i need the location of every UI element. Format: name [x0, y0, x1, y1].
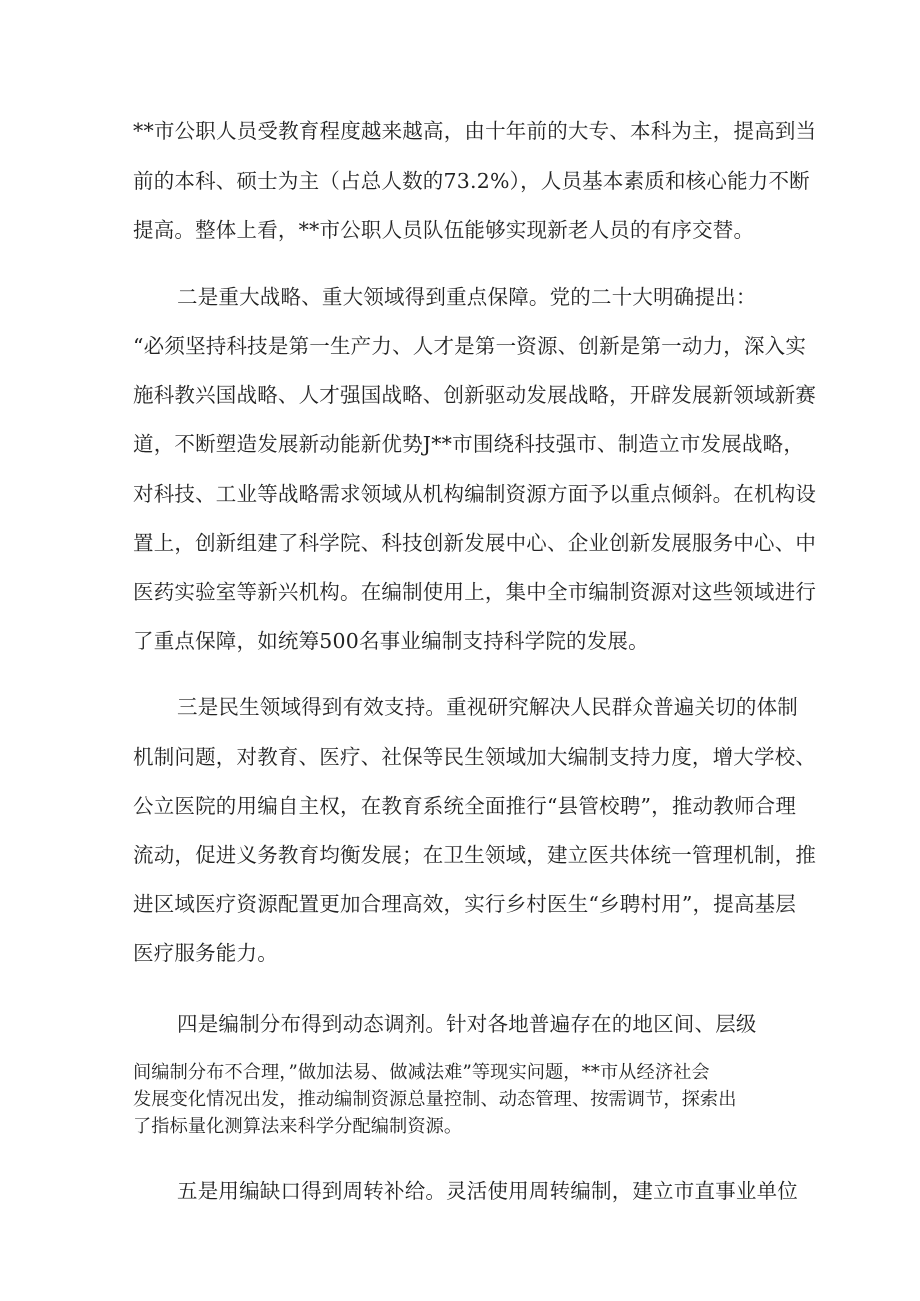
text-line: 进区域医疗资源配置更加合理高效，实行乡村医生“乡聘村用”，提高基层	[133, 892, 797, 916]
text-line: 三是民生领域得到有效支持。重视研究解决人民群众普遍关切的体制	[177, 695, 798, 719]
text-line: 施科教兴国战略、人才强国战略、创新驱动发展战略，开辟发展新领域新赛	[133, 383, 817, 407]
text-line: 置上，创新组建了科学院、科技创新发展中心、企业创新发展服务中心、中	[133, 531, 817, 555]
text-line: 二是重大战略、重大领域得到重点保障。党的二十大明确提出：	[177, 285, 757, 309]
text-line: 流动，促进义务教育均衡发展；在卫生领域，建立医共体统一管理机制，推	[133, 843, 817, 867]
text-line: 五是用编缺口得到周转补给。灵活使用周转编制，建立市直事业单位	[177, 1179, 798, 1203]
text-line: 了重点保障，如统筹500名事业编制支持科学院的发展。	[133, 629, 649, 653]
text-line: 机制问题，对教育、医疗、社保等民生领域加大编制支持力度，增大学校、	[133, 745, 817, 769]
text-line: 了指标量化测算法来科学分配编制资源。	[133, 1116, 463, 1137]
text-line: “必须坚持科技是第一生产力、人才是第一资源、创新是第一动力，深入实	[133, 334, 807, 358]
text-line: 医疗服务能力。	[133, 941, 278, 965]
text-line: 前的本科、硕士为主（占总人数的73.2%），人员基本素质和核心能力不断	[133, 169, 810, 193]
text-line: **市公职人员受教育程度越来越高，由十年前的大专、本科为主，提高到当	[133, 119, 817, 143]
text-line: 间编制分布不合理，”做加法易、做减法难”等现实问题，**市从经济社会	[133, 1062, 710, 1083]
text-line: 发展变化情况出发，推动编制资源总量控制、动态管理、按需调节，探索出	[133, 1089, 737, 1110]
text-line: 四是编制分布得到动态调剂。针对各地普遍存在的地区间、层级	[177, 1012, 757, 1036]
text-line: 对科技、工业等战略需求领域从机构编制资源方面予以重点倾斜。在机构设	[133, 482, 817, 506]
text-line: 提高。整体上看，**市公职人员队伍能够实现新老人员的有序交替。	[133, 218, 755, 242]
text-line: 公立医院的用编自主权，在教育系统全面推行“县管校聘”，推动教师合理	[133, 794, 797, 818]
text-line: 道，不断塑造发展新动能新优势J**市围绕科技强市、制造立市发展战略，	[133, 432, 805, 456]
text-line: 医药实验室等新兴机构。在编制使用上，集中全市编制资源对这些领域进行	[133, 580, 817, 604]
